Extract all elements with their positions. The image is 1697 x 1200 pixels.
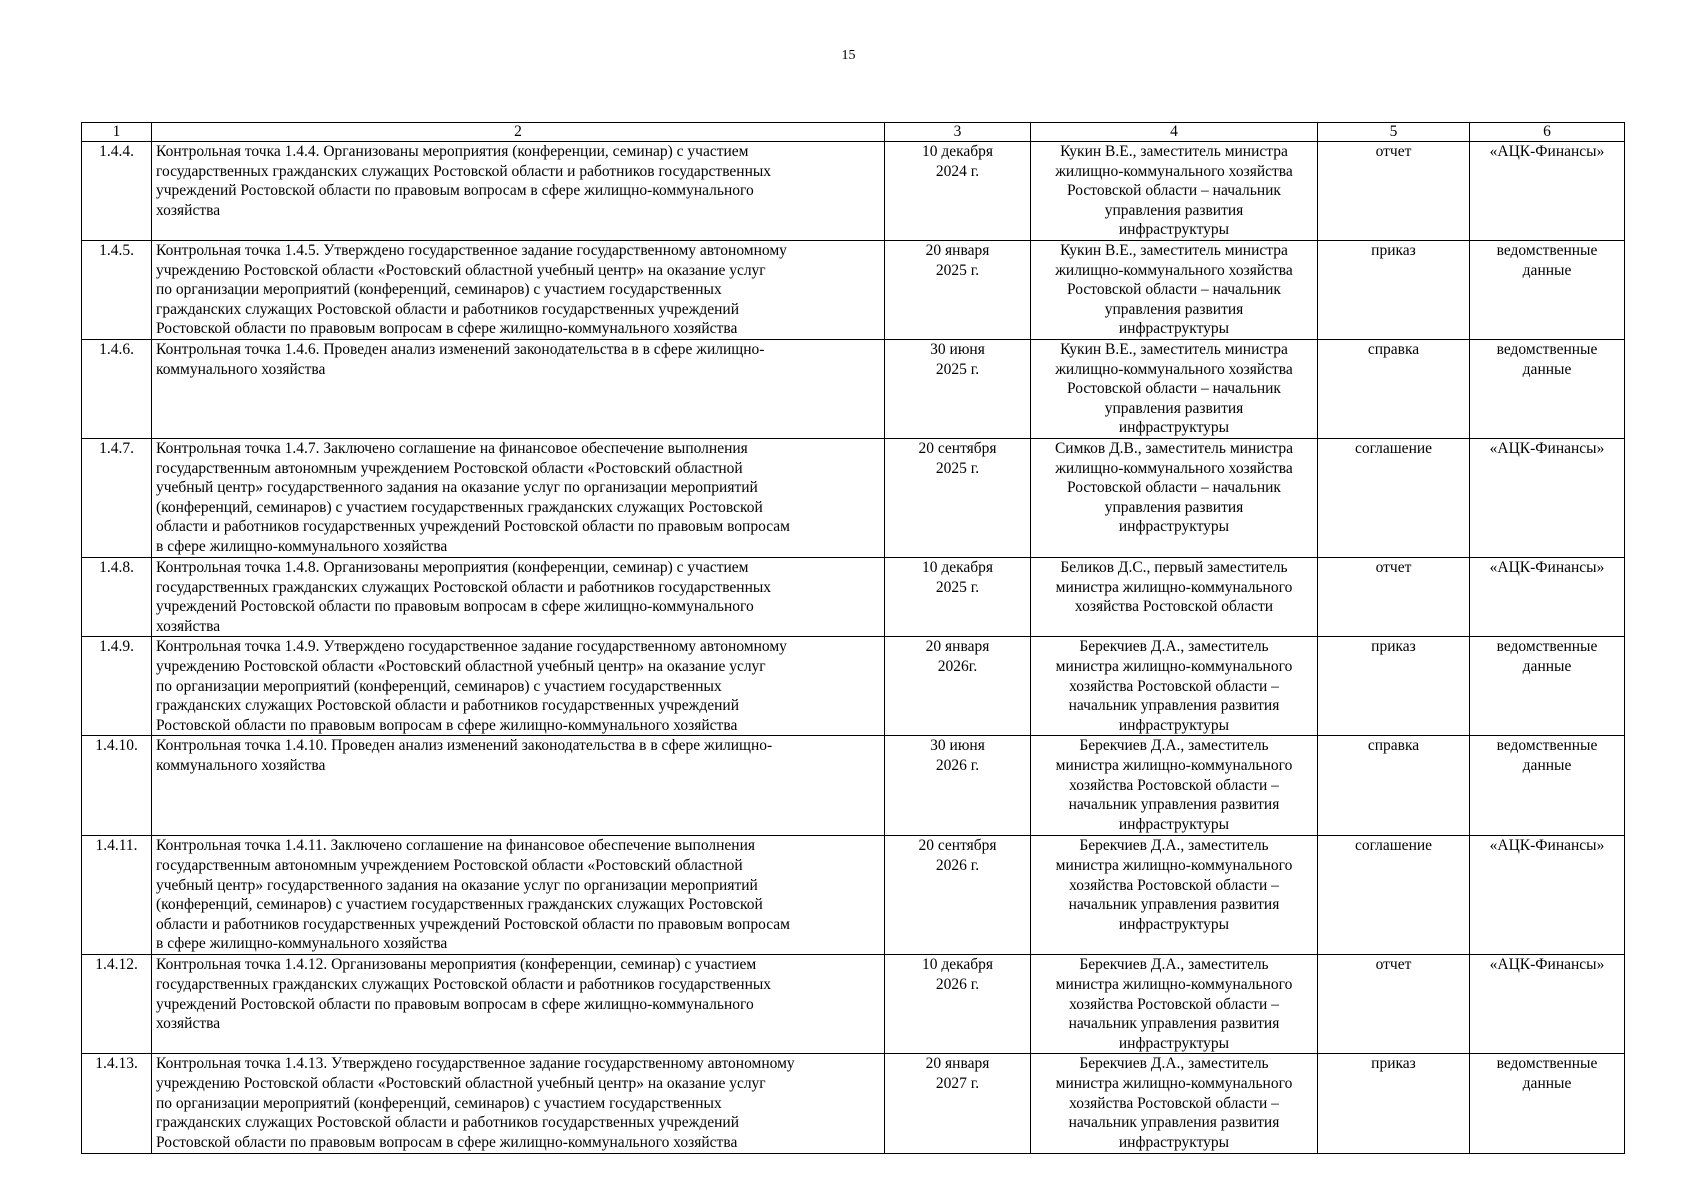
information-source (1470, 339, 1625, 438)
deadline-date (885, 339, 1031, 438)
source-line: данные (1522, 360, 1572, 378)
information-source (1470, 836, 1625, 955)
information-source (1470, 1054, 1625, 1154)
description-line: по организации мероприятий (конференций, семинаров) с участием государственных (156, 1094, 722, 1112)
description-line: хозяйства (156, 201, 221, 219)
control-point-number: 1.4.4. (82, 142, 152, 241)
person-line: Берекчиев Д.А., заместитель (1079, 1055, 1269, 1073)
description-line: области и работников государственных учреждений Ростовской области по правовым вопросам (156, 518, 790, 536)
information-source (1470, 955, 1625, 1054)
responsible-person (1031, 557, 1318, 636)
description-line: государственным автономным учреждением Ростовской области «Ростовский областной (156, 459, 743, 477)
source-line: данные (1522, 261, 1572, 279)
person-line: инфраструктуры (1118, 915, 1230, 933)
table-header-row (82, 123, 1625, 142)
table-row (82, 142, 1625, 241)
date-line: 2027 г. (935, 1074, 980, 1092)
information-source (1470, 736, 1625, 836)
table-row (82, 736, 1625, 836)
source-line: ведомственные (1496, 340, 1598, 358)
column-header: 5 (1318, 123, 1470, 142)
control-point-number: 1.4.5. (82, 240, 152, 339)
source-line: «АЦК-Финансы» (1489, 558, 1605, 576)
column-header: 3 (885, 123, 1031, 142)
person-line: жилищно-коммунального хозяйства (1055, 162, 1293, 180)
source-line: «АЦК-Финансы» (1489, 956, 1605, 974)
table-row (82, 339, 1625, 438)
description-line: учреждению Ростовской области «Ростовский областной учебный центр» на оказание услуг (156, 657, 766, 675)
document-type: соглашение (1318, 836, 1470, 955)
description-line: Ростовской области по правовым вопросам в сфере жилищно-коммунального хозяйства (156, 1133, 738, 1151)
date-line: 20 сентября (918, 439, 997, 457)
person-line: министра жилищно-коммунального (1055, 578, 1293, 596)
person-line: инфраструктуры (1118, 518, 1230, 536)
date-line: 2026 г. (935, 756, 980, 774)
control-point-description (152, 557, 885, 636)
information-source (1470, 637, 1625, 736)
table-row (82, 1054, 1625, 1154)
control-point-description (152, 637, 885, 736)
source-line: «АЦК-Финансы» (1489, 439, 1605, 457)
person-line: министра жилищно-коммунального (1055, 756, 1293, 774)
information-source (1470, 240, 1625, 339)
information-source (1470, 438, 1625, 557)
control-point-description (152, 1054, 885, 1154)
control-point-number: 1.4.9. (82, 637, 152, 736)
document-type: приказ (1318, 637, 1470, 736)
control-point-description (152, 339, 885, 438)
description-line: учреждений Ростовской области по правовым вопросам в сфере жилищно-коммунального (156, 995, 754, 1013)
person-line: управления развития (1104, 399, 1244, 417)
document-type: отчет (1318, 955, 1470, 1054)
table-row (82, 637, 1625, 736)
description-line: Контрольная точка 1.4.9. Утверждено государственное задание государственному автономному (156, 638, 787, 656)
deadline-date (885, 240, 1031, 339)
description-line: учреждению Ростовской области «Ростовский областной учебный центр» на оказание услуг (156, 261, 766, 279)
date-line: 20 января (925, 1055, 990, 1073)
date-line: 20 сентября (918, 837, 997, 855)
person-line: хозяйства Ростовской области – (1069, 677, 1279, 695)
date-line: 2026 г. (935, 856, 980, 874)
document-type: справка (1318, 339, 1470, 438)
deadline-date (885, 736, 1031, 836)
description-line: хозяйства (156, 1015, 221, 1033)
date-line: 2024 г. (935, 162, 980, 180)
date-line: 10 декабря (921, 956, 994, 974)
column-header: 2 (152, 123, 885, 142)
person-line: инфраструктуры (1118, 815, 1230, 833)
responsible-person (1031, 836, 1318, 955)
date-line: 2025 г. (935, 360, 980, 378)
person-line: жилищно-коммунального хозяйства (1055, 261, 1293, 279)
information-source (1470, 557, 1625, 636)
deadline-date (885, 557, 1031, 636)
person-line: Беликов Д.С., первый заместитель (1060, 558, 1288, 576)
control-point-description (152, 736, 885, 836)
control-point-number: 1.4.12. (82, 955, 152, 1054)
person-line: Ростовской области – начальник (1067, 182, 1281, 200)
person-line: Берекчиев Д.А., заместитель (1079, 837, 1269, 855)
date-line: 10 декабря (921, 558, 994, 576)
person-line: Ростовской области – начальник (1067, 281, 1281, 299)
person-line: хозяйства Ростовской области – (1069, 776, 1279, 794)
document-type: соглашение (1318, 438, 1470, 557)
source-line: «АЦК-Финансы» (1489, 143, 1605, 160)
table-row (82, 557, 1625, 636)
person-line: Берекчиев Д.А., заместитель (1079, 638, 1269, 656)
control-points-table (81, 122, 1625, 1154)
control-point-description (152, 836, 885, 955)
description-line: государственным автономным учреждением Ростовской области «Ростовский областной (156, 856, 743, 874)
description-line: по организации мероприятий (конференций, семинаров) с участием государственных (156, 677, 722, 695)
description-line: Контрольная точка 1.4.7. Заключено соглашение на финансовое обеспечение выполнения (156, 439, 748, 457)
description-line: государственных гражданских служащих Ростовской области и работников государственных (156, 578, 772, 596)
description-line: Контрольная точка 1.4.8. Организованы мероприятия (конференции, семинар) с участием (156, 558, 749, 576)
deadline-date (885, 142, 1031, 241)
person-line: инфраструктуры (1118, 221, 1230, 239)
description-line: учреждений Ростовской области по правовым вопросам в сфере жилищно-коммунального (156, 182, 754, 200)
responsible-person (1031, 240, 1318, 339)
description-line: Контрольная точка 1.4.13. Утверждено государственное задание государственному автономному (156, 1055, 795, 1073)
person-line: жилищно-коммунального хозяйства (1055, 360, 1293, 378)
person-line: инфраструктуры (1118, 716, 1230, 734)
person-line: жилищно-коммунального хозяйства (1055, 459, 1293, 477)
person-line: начальник управления развития (1068, 796, 1280, 814)
responsible-person (1031, 339, 1318, 438)
source-line: «АЦК-Финансы» (1489, 837, 1605, 855)
table-row (82, 836, 1625, 955)
control-point-description (152, 955, 885, 1054)
date-line: 20 января (925, 638, 990, 656)
description-line: по организации мероприятий (конференций, семинаров) с участием государственных (156, 281, 722, 299)
person-line: Ростовской области – начальник (1067, 479, 1281, 497)
description-line: учреждений Ростовской области по правовым вопросам в сфере жилищно-коммунального (156, 598, 754, 616)
person-line: министра жилищно-коммунального (1055, 1074, 1293, 1092)
date-line: 2026 г. (935, 975, 980, 993)
control-point-number: 1.4.10. (82, 736, 152, 836)
description-line: Контрольная точка 1.4.12. Организованы мероприятия (конференции, семинар) с участием (156, 956, 757, 974)
description-line: коммунального хозяйства (156, 360, 326, 378)
control-point-number: 1.4.6. (82, 339, 152, 438)
description-line: Контрольная точка 1.4.11. Заключено соглашение на финансовое обеспечение выполнения (156, 837, 755, 855)
deadline-date (885, 836, 1031, 955)
deadline-date (885, 438, 1031, 557)
description-line: хозяйства (156, 617, 221, 635)
document-type: отчет (1318, 557, 1470, 636)
source-line: данные (1522, 1074, 1572, 1092)
responsible-person (1031, 438, 1318, 557)
document-type: приказ (1318, 240, 1470, 339)
description-line: государственных гражданских служащих Ростовской области и работников государственных (156, 975, 772, 993)
date-line: 2025 г. (935, 578, 980, 596)
person-line: Берекчиев Д.А., заместитель (1079, 956, 1269, 974)
table-row (82, 240, 1625, 339)
description-line: учебный центр» государственного задания на оказание услуг по организации мероприятий (156, 876, 758, 894)
person-line: начальник управления развития (1068, 1114, 1280, 1132)
description-line: в сфере жилищно-коммунального хозяйства (156, 935, 448, 953)
description-line: Ростовской области по правовым вопросам в сфере жилищно-коммунального хозяйства (156, 716, 738, 734)
control-point-number: 1.4.13. (82, 1054, 152, 1154)
source-line: ведомственные (1496, 241, 1598, 259)
description-line: государственных гражданских служащих Ростовской области и работников государственных (156, 162, 772, 180)
responsible-person (1031, 142, 1318, 241)
description-line: (конференций, семинаров) с участием государственных гражданских служащих Ростовской (156, 498, 763, 516)
deadline-date (885, 955, 1031, 1054)
person-line: министра жилищно-коммунального (1055, 657, 1293, 675)
description-line: коммунального хозяйства (156, 756, 326, 774)
description-line: (конференций, семинаров) с участием государственных гражданских служащих Ростовской (156, 896, 763, 914)
description-line: учебный центр» государственного задания на оказание услуг по организации мероприятий (156, 479, 758, 497)
description-line: Контрольная точка 1.4.4. Организованы мероприятия (конференции, семинар) с участием (156, 143, 749, 160)
person-line: Кукин В.Е., заместитель министра (1060, 241, 1288, 259)
description-line: гражданских служащих Ростовской области и работников государственных учреждений (156, 1114, 739, 1132)
person-line: Берекчиев Д.А., заместитель (1079, 737, 1269, 755)
responsible-person (1031, 955, 1318, 1054)
document-type: приказ (1318, 1054, 1470, 1154)
person-line: хозяйства Ростовской области (1074, 598, 1274, 616)
source-line: ведомственные (1496, 737, 1598, 755)
person-line: Кукин В.Е., заместитель министра (1060, 340, 1288, 358)
person-line: инфраструктуры (1118, 419, 1230, 437)
date-line: 2026г. (937, 657, 978, 675)
responsible-person (1031, 637, 1318, 736)
description-line: учреждению Ростовской области «Ростовский областной учебный центр» на оказание услуг (156, 1074, 766, 1092)
deadline-date (885, 1054, 1031, 1154)
table-row (82, 955, 1625, 1054)
person-line: инфраструктуры (1118, 1133, 1230, 1151)
source-line: данные (1522, 657, 1572, 675)
person-line: Кукин В.Е., заместитель министра (1060, 143, 1288, 160)
control-point-number: 1.4.11. (82, 836, 152, 955)
person-line: инфраструктуры (1118, 1034, 1230, 1052)
date-line: 2025 г. (935, 459, 980, 477)
description-line: гражданских служащих Ростовской области и работников государственных учреждений (156, 697, 739, 715)
person-line: управления развития (1104, 300, 1244, 318)
person-line: начальник управления развития (1068, 896, 1280, 914)
description-line: Ростовской области по правовым вопросам в сфере жилищно-коммунального хозяйства (156, 320, 738, 338)
description-line: в сфере жилищно-коммунального хозяйства (156, 537, 448, 555)
person-line: начальник управления развития (1068, 697, 1280, 715)
control-point-description (152, 240, 885, 339)
person-line: управления развития (1104, 498, 1244, 516)
table-row (82, 438, 1625, 557)
column-header: 4 (1031, 123, 1318, 142)
person-line: хозяйства Ростовской области – (1069, 995, 1279, 1013)
description-line: Контрольная точка 1.4.10. Проведен анализ изменений законодательства в в сфере жилищно- (156, 737, 773, 755)
person-line: хозяйства Ростовской области – (1069, 876, 1279, 894)
person-line: управления развития (1104, 201, 1244, 219)
description-line: Контрольная точка 1.4.5. Утверждено государственное задание государственному автономному (156, 241, 787, 259)
date-line: 10 декабря (921, 143, 994, 160)
person-line: начальник управления развития (1068, 1015, 1280, 1033)
date-line: 20 января (925, 241, 990, 259)
description-line: Контрольная точка 1.4.6. Проведен анализ изменений законодательства в в сфере жилищно- (156, 340, 765, 358)
control-point-number: 1.4.8. (82, 557, 152, 636)
person-line: министра жилищно-коммунального (1055, 856, 1293, 874)
source-line: ведомственные (1496, 638, 1598, 656)
document-type: отчет (1318, 142, 1470, 241)
person-line: инфраструктуры (1118, 320, 1230, 338)
person-line: Ростовской области – начальник (1067, 380, 1281, 398)
person-line: министра жилищно-коммунального (1055, 975, 1293, 993)
person-line: хозяйства Ростовской области – (1069, 1094, 1279, 1112)
column-header: 6 (1470, 123, 1625, 142)
control-point-description (152, 438, 885, 557)
deadline-date (885, 637, 1031, 736)
source-line: данные (1522, 756, 1572, 774)
responsible-person (1031, 1054, 1318, 1154)
description-line: гражданских служащих Ростовской области и работников государственных учреждений (156, 300, 739, 318)
source-line: ведомственные (1496, 1055, 1598, 1073)
document-type: справка (1318, 736, 1470, 836)
column-header: 1 (82, 123, 152, 142)
date-line: 30 июня (930, 340, 985, 358)
information-source (1470, 142, 1625, 241)
date-line: 2025 г. (935, 261, 980, 279)
table-body (82, 142, 1625, 1154)
responsible-person (1031, 736, 1318, 836)
control-point-description (152, 142, 885, 241)
person-line: Симков Д.В., заместитель министра (1054, 439, 1294, 457)
description-line: области и работников государственных учреждений Ростовской области по правовым вопросам (156, 915, 790, 933)
page-number: 15 (841, 48, 856, 63)
control-point-number: 1.4.7. (82, 438, 152, 557)
date-line: 30 июня (930, 737, 985, 755)
